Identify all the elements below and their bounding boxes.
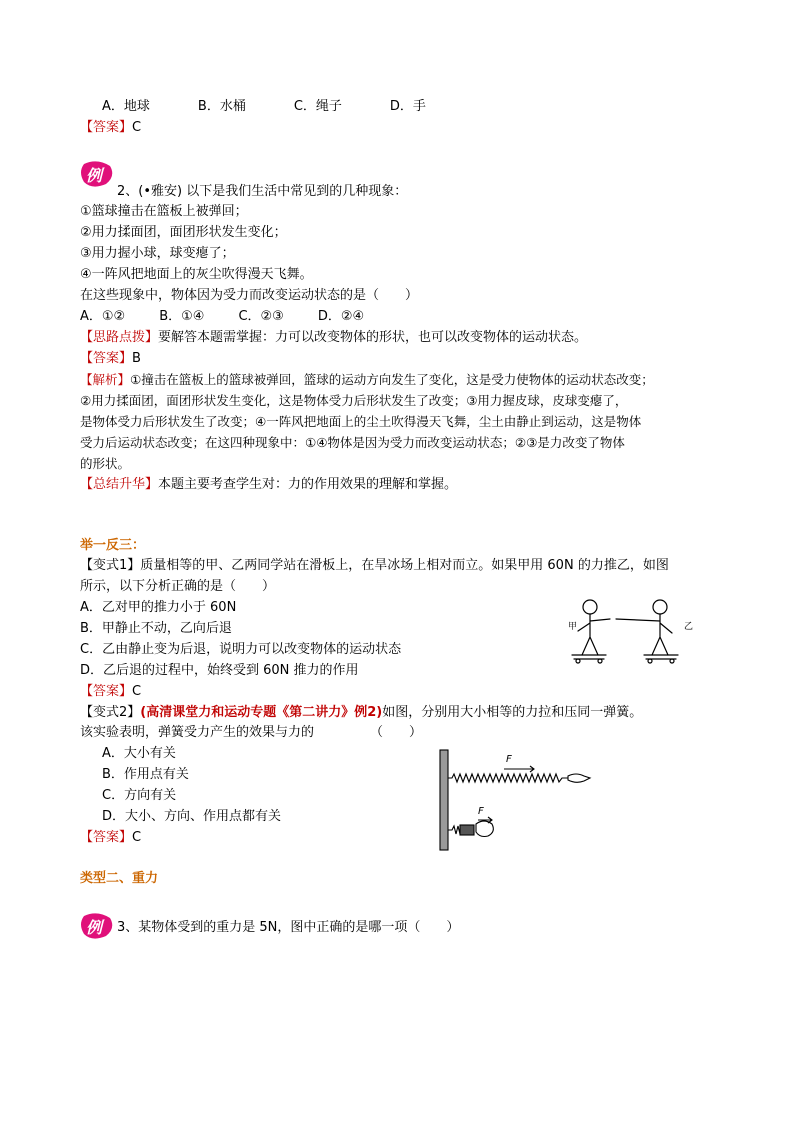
ex2-analysis-line-2: ②用力揉面团，面团形状发生变化，这是物体受力后形状发生了改变；③用力握皮球，皮球变瘪了， [80, 393, 628, 408]
ex2-summary-tag: 【总结升华】 [80, 477, 159, 492]
v1-stem-line-1 [80, 557, 669, 575]
v1-option-d: D．乙后退的过程中，始终受到 60N 推力的作用 [80, 663, 359, 678]
v2-option-a: A．大小有关 [102, 746, 176, 761]
skater-yi-label: 乙 [684, 622, 694, 632]
q1-option-b: B．水桶 [197, 99, 246, 114]
example-badge-icon-2 [80, 912, 114, 940]
v1-stem-line-2: 所示，以下分析正确的是（ ） [80, 579, 276, 594]
v1-option-b: B．甲静止不动，乙向后退 [80, 621, 232, 636]
v1-option-c: C．乙由静止变为后退，说明力可以改变物体的运动状态 [80, 642, 402, 657]
example-badge-icon [80, 160, 114, 188]
v2-answer [80, 829, 141, 847]
q1-answer-value: C [132, 120, 142, 135]
v2-stem-text-2: 该实验表明，弹簧受力产生的效果与力的 [80, 725, 315, 740]
ex2-question: 在这些现象中，物体因为受力而改变运动状态的是（ ） [80, 288, 419, 303]
ex3-stem: 3、某物体受到的重力是 5N，图中正确的是哪一项（ ） [117, 920, 460, 935]
ex2-analysis-line-3: 是物体受力后形状发生了改变；④一阵风把地面上的尘土吹得漫天飞舞，尘土由静止到运动，这是物体 [80, 414, 642, 429]
spring-figure [438, 748, 593, 853]
ex2-option-c: C．②③ [238, 309, 284, 324]
v2-tag: 【变式2】 [80, 705, 141, 720]
v2-stem-line-1 [80, 704, 642, 722]
v2-stem-text-1: 如图，分别用大小相等的力拉和压同一弹簧。 [382, 705, 643, 720]
ex2-stem: 2、(•雅安) 以下是我们生活中常见到的几种现象： [117, 184, 408, 199]
ex2-analysis-tag: 【解析】 [80, 372, 131, 387]
v2-answer-value: C [132, 830, 142, 845]
spring-force-label-1: F [506, 754, 512, 765]
ex2-tip [80, 329, 587, 347]
q1-answer-tag: 【答案】 [80, 120, 133, 135]
v1-tag: 【变式1】 [80, 558, 141, 573]
ex2-answer-tag: 【答案】 [80, 351, 133, 366]
v1-option-a: A．乙对甲的推力小于 60N [80, 600, 237, 615]
ex2-option-b: B．①④ [159, 309, 205, 324]
v2-source: (高清课堂力和运动专题《第二讲力》例2) [140, 705, 383, 720]
ex2-summary [80, 476, 457, 494]
ex2-item-1: ①篮球撞击在篮板上被弹回； [80, 204, 248, 219]
ex2-analysis-line-4: 受力后运动状态改变；在这四种现象中：①④物体是因为受力而改变运动状态；②③是力改变了物体 [80, 435, 625, 450]
v2-option-c: C．方向有关 [102, 788, 177, 803]
ex2-options [80, 308, 364, 326]
v2-blank: （ ） [370, 725, 423, 740]
example-badge-label: 例 [86, 166, 103, 185]
q1-option-a: A．地球 [102, 99, 150, 114]
ex2-tip-tag: 【思路点拨】 [80, 330, 159, 345]
v1-answer-tag: 【答案】 [80, 684, 133, 699]
ex2-summary-text: 本题主要考查学生对：力的作用效果的理解和掌握。 [158, 477, 458, 492]
v1-answer [80, 683, 141, 701]
q1-option-c: C．绳子 [293, 99, 342, 114]
spring-force-label-2: F [478, 806, 484, 817]
ex2-item-4: ④一阵风把地面上的灰尘吹得漫天飞舞。 [80, 267, 313, 282]
v1-answer-value: C [132, 684, 142, 699]
v1-stem-text-1: 质量相等的甲、乙两同学站在滑板上，在旱冰场上相对而立。如果甲用 60N 的力推乙，如图 [140, 558, 669, 573]
v2-option-d: D．大小、方向、作用点都有关 [102, 809, 282, 824]
q1-options [102, 98, 426, 116]
ex2-option-a: A．①② [80, 309, 126, 324]
ex2-answer [80, 350, 141, 368]
skaters-figure [560, 595, 710, 667]
ex2-tip-text: 要解答本题需掌握：力可以改变物体的形状，也可以改变物体的运动状态。 [158, 330, 588, 345]
v2-stem-line-2 [80, 724, 422, 742]
practice-heading: 举一反三： [80, 538, 146, 553]
ex2-item-2: ②用力揉面团，面团形状发生变化； [80, 225, 287, 240]
skater-jia-label: 甲 [568, 622, 578, 632]
ex2-answer-value: B [132, 351, 141, 366]
ex2-analysis-line-1 [80, 371, 654, 389]
ex2-option-d: D．②④ [317, 309, 365, 324]
ex2-analysis-text-1: ①撞击在篮板上的篮球被弹回，篮球的运动方向发生了变化，这是受力使物体的运动状态改变； [130, 372, 654, 387]
q1-answer [80, 119, 141, 137]
q1-option-d: D．手 [389, 99, 426, 114]
v2-answer-tag: 【答案】 [80, 830, 133, 845]
ex2-item-3: ③用力握小球，球变瘪了； [80, 246, 235, 261]
example-badge-label-2: 例 [86, 918, 103, 937]
ex2-analysis-line-5: 的形状。 [80, 456, 131, 471]
type2-heading: 类型二、重力 [80, 871, 159, 886]
v2-option-b: B．作用点有关 [102, 767, 189, 782]
